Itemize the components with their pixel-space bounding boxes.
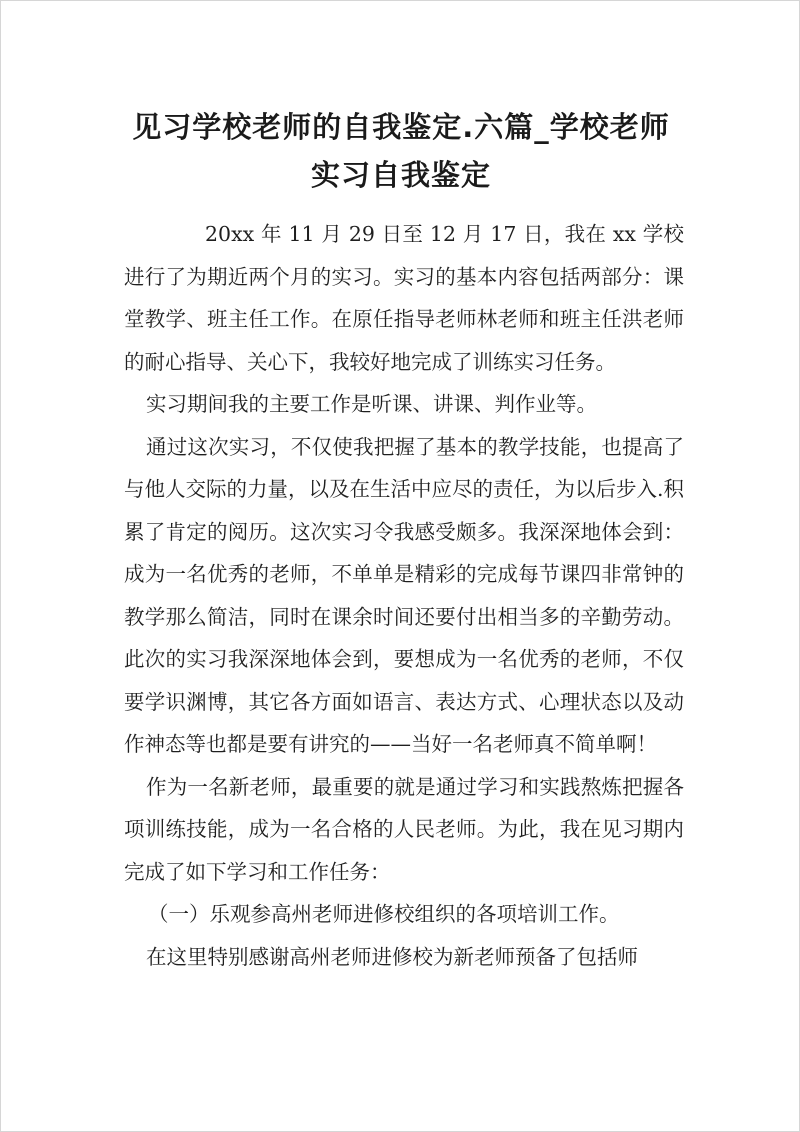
paragraph-reflection: 通过这次实习，不仅使我把握了基本的教学技能，也提高了与他人交际的力量，以及在生活中应尽的责任，为以后步入.积累了肯定的阅历。这次实习令我感受颇多。我深深地体会到：成为一名优秀的老师，不单单是精彩的完成每节课四非常钟的教学那么简洁，同时在课余时间还要付出相当多的辛勤劳动。此次的实习我深深地体会到，要想成为一名优秀的老师，不仅要学识渊博，其它各方面如语言、表达方式、心理状态以及动作神态等也都是要有讲究的——当好一名老师真不简单啊！ bbox=[124, 434, 685, 756]
paragraph-new-teacher: 作为一名新老师，最重要的就是通过学习和实践熬炼把握各项训练技能，成为一名合格的人民老师。为此，我在见习期内完成了如下学习和工作任务： bbox=[124, 774, 684, 884]
title-line-1: 见习学校老师的自我鉴定.六篇_学校老师 bbox=[132, 110, 670, 144]
paragraph-section-heading: （一）乐观参高州老师进修校组织的各项培训工作。 bbox=[148, 902, 620, 926]
paragraph-thanks: 在这里特别感谢高州老师进修校为新老师预备了包括师 bbox=[146, 944, 638, 969]
document-body bbox=[124, 213, 684, 978]
title-line-2: 实习自我鉴定 bbox=[310, 158, 491, 192]
paragraph-intro: 20xx 年 11 月 29 日至 12 月 17 日，我在 xx 学校进行了为期近两个月的实习。实习的基本内容包括两部分：课堂教学、班主任工作。在原任指导老师林老师和班主任洪老师的耐心指导、关心下，我较好地完成了训练实习任务。 bbox=[124, 222, 684, 374]
paragraph-main-work: 实习期间我的主要工作是听课、讲课、判作业等。 bbox=[146, 392, 597, 416]
